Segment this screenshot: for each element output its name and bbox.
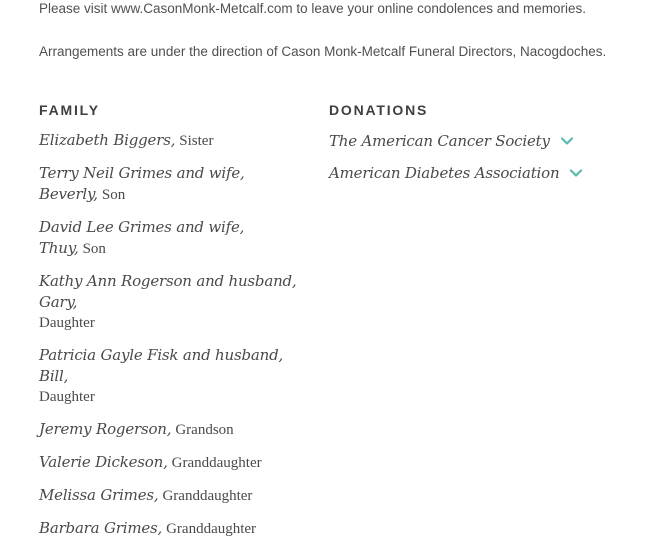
family-member-name: Barbara Grimes, xyxy=(39,519,163,537)
donations-heading: DONATIONS xyxy=(329,102,429,118)
visit-website-text: Please visit www.CasonMonk-Metcalf.com to leave your online condolences and memories. xyxy=(39,1,587,16)
family-member xyxy=(39,163,309,206)
family-member-relation: Grandson xyxy=(175,422,234,438)
family-member-relation: Sister xyxy=(179,133,214,149)
donation-american-diabetes-association[interactable] xyxy=(329,162,583,183)
family-member-name: Elizabeth Biggers, xyxy=(39,131,176,149)
family-member-relation: Son xyxy=(101,187,126,203)
family-member-name: David Lee Grimes and wife, Thuy, xyxy=(39,218,245,257)
family-member-name: Jeremy Rogerson, xyxy=(39,420,172,438)
family-member xyxy=(39,518,309,540)
family-member-name: Valerie Dickeson, xyxy=(39,453,168,471)
chevron-down-icon[interactable] xyxy=(569,168,583,178)
family-member-relation: Son xyxy=(82,241,106,257)
donations-list xyxy=(329,130,583,194)
family-heading: FAMILY xyxy=(39,102,100,118)
family-member-name: Kathy Ann Rogerson and husband, Gary, xyxy=(39,272,297,311)
donation-american-cancer-society[interactable] xyxy=(329,130,583,151)
family-member-relation: Granddaughter xyxy=(162,488,253,504)
family-member-relation: Daughter xyxy=(39,389,95,405)
family-member-relation: Granddaughter xyxy=(166,521,257,537)
family-member xyxy=(39,271,309,334)
chevron-down-icon[interactable] xyxy=(560,136,574,146)
family-member-name: Terry Neil Grimes and wife, Beverly, xyxy=(39,164,245,203)
family-member-relation: Granddaughter xyxy=(171,455,262,471)
family-member xyxy=(39,345,309,408)
donation-name: American Diabetes Association xyxy=(329,163,560,182)
family-member-name: Patricia Gayle Fisk and husband, Bill, xyxy=(39,346,284,385)
family-member-relation: Daughter xyxy=(39,315,95,331)
family-member xyxy=(39,217,309,260)
donation-name: The American Cancer Society xyxy=(329,131,550,150)
family-member xyxy=(39,419,309,441)
family-member-name: Melissa Grimes, xyxy=(39,486,159,504)
arrangements-text: Arrangements are under the direction of Cason Monk-Metcalf Funeral Directors, Nacogdoches. xyxy=(39,44,607,59)
family-member xyxy=(39,130,309,152)
family-member xyxy=(39,485,309,507)
family-list xyxy=(39,130,309,551)
family-member xyxy=(39,452,309,474)
